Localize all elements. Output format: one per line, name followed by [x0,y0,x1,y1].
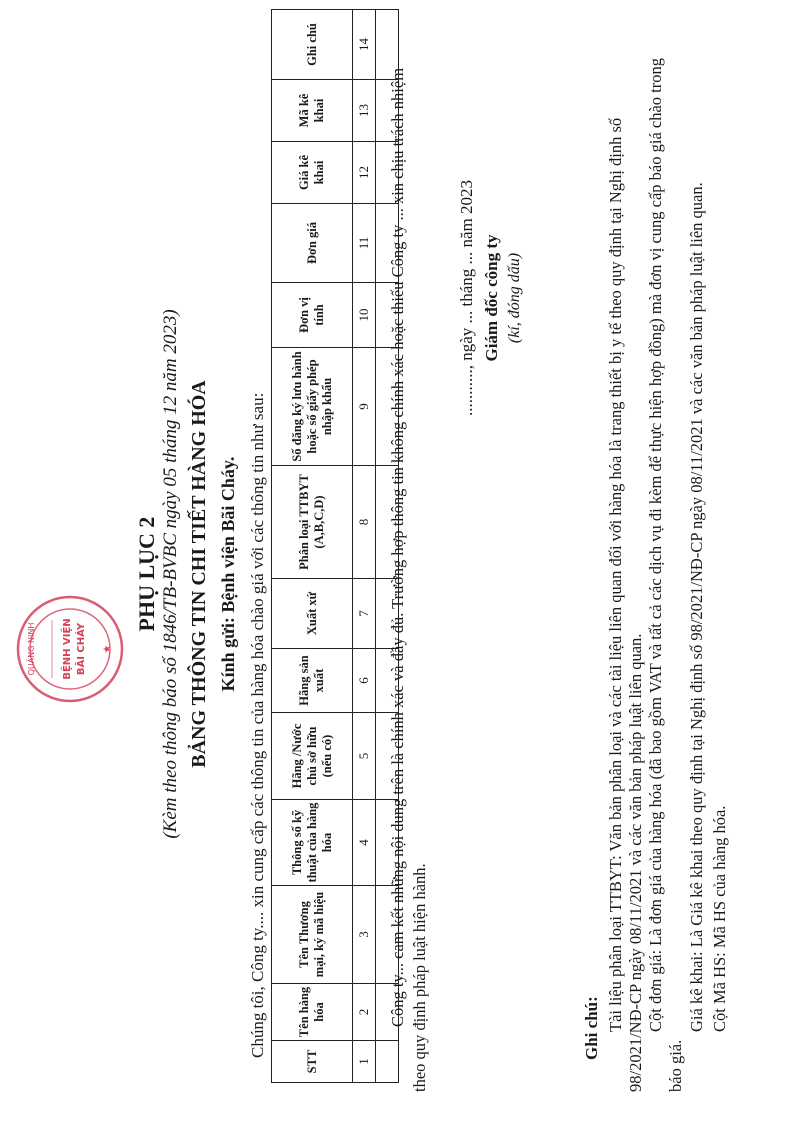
table-cell: 8 [353,466,376,579]
table-cell: 3 [353,886,376,984]
header-unit: Đơn vị tính [272,283,353,348]
note-item: Tài liệu phân loại TTBYT: Văn bản phân loại và các tài liệu liên quan đối với hàng hóa là trang thiết bị y tế theo quy định tại Nghị định số 98/2021/NĐ-CP ngày 08/11/2021 và các văn bản pháp luật liên quan. [606,117,645,1092]
note-item: Cột Mã HS: Mã HS của hàng hóa. [710,805,729,1032]
commitment-paragraph: Công ty... cam kết những nội dung trên là chính xác và đầy đủ. Trường hợp thông tin không chính xác hoặc thiếu Công ty ... xin chịu trách nhiệm theo quy định pháp luật hiện hành. [388,67,429,1092]
header-notes: Ghi chú [272,10,353,80]
signature-instruction: (kí, đóng dấu) [506,252,523,344]
table-cell: 4 [353,800,376,886]
header-stt: STT [272,1041,353,1083]
table-cell: 13 [353,80,376,142]
table-cell: 5 [353,713,376,800]
header-manufacturer: Hãng sản xuất [272,649,353,713]
appendix-title: PHỤ LỤC 2 [134,516,159,632]
svg-text:BÃI CHÁY: BÃI CHÁY [76,622,87,676]
header-item-name: Tên hàng hóa [272,984,353,1041]
table-cell: 12 [353,142,376,204]
notice-reference: (Kèm theo thông báo số 1846/TB-BVBC ngày 05 tháng 12 năm 2023) [160,309,181,839]
document-heading: BẢNG THÔNG TIN CHI TIẾT HÀNG HÓA [188,380,210,768]
red-stamp-seal [12,590,128,708]
header-trade-name: Tên Thương mại, ký mã hiệu [272,886,353,984]
header-unit-price: Đơn giá [272,204,353,283]
table-cell: 9 [353,348,376,466]
notes-heading: Ghi chú: [582,996,601,1060]
table-cell: 2 [353,984,376,1041]
svg-text:BỆNH VIỆN: BỆNH VIỆN [62,618,73,680]
table-cell: 11 [353,204,376,283]
svg-text:QUẢNG NINH: QUẢNG NINH [27,622,36,676]
table-row [353,10,376,1083]
header-declared-price: Giá kê khai [272,142,353,204]
header-specs: Thông số kỹ thuật của hàng hóa [272,800,353,886]
header-origin: Xuất xứ [272,579,353,649]
header-registration-number: Số đăng ký lưu hành hoặc số giấy phép nhập khẩu [272,348,353,466]
table-cell: 10 [353,283,376,348]
table-header-row [272,10,353,1083]
recipient-line: Kính gửi: Bệnh viện Bãi Cháy. [218,456,238,692]
header-classification: Phân loại TTBYT (A,B,C,D) [272,466,353,579]
note-item: Giá kê khai: Là Giá kê khai theo quy định tại Nghị định số 98/2021/NĐ-CP ngày 08/11/2021 và các văn bản pháp luật liên quan. [687,182,706,1032]
table-cell: 1 [353,1041,376,1083]
svg-text:★: ★ [102,644,113,654]
signer-title: Giám đốc công ty [482,234,501,362]
note-item: Cột đơn giá: Là đơn giá của hàng hóa (đã bao gồm VAT và tất cả các dịch vụ đi kèm để thực hiện hợp đồng) mà đơn vị cung cấp báo giá chào trong báo giá. [646,58,685,1092]
header-owner: Hãng /Nước chủ sở hữu (nếu có) [272,713,353,800]
table-cell: 6 [353,649,376,713]
table-cell: 7 [353,579,376,649]
header-declaration-code: Mã kê khai [272,80,353,142]
table-cell: 14 [353,10,376,80]
date-line: ..........., ngày ... tháng ... năm 2023 [457,179,476,417]
goods-detail-table [271,9,399,1083]
intro-paragraph: Chúng tôi, Công ty.... xin cung cấp các thông tin của hàng hóa chào giá với các thông tin như sau: [248,392,267,1058]
